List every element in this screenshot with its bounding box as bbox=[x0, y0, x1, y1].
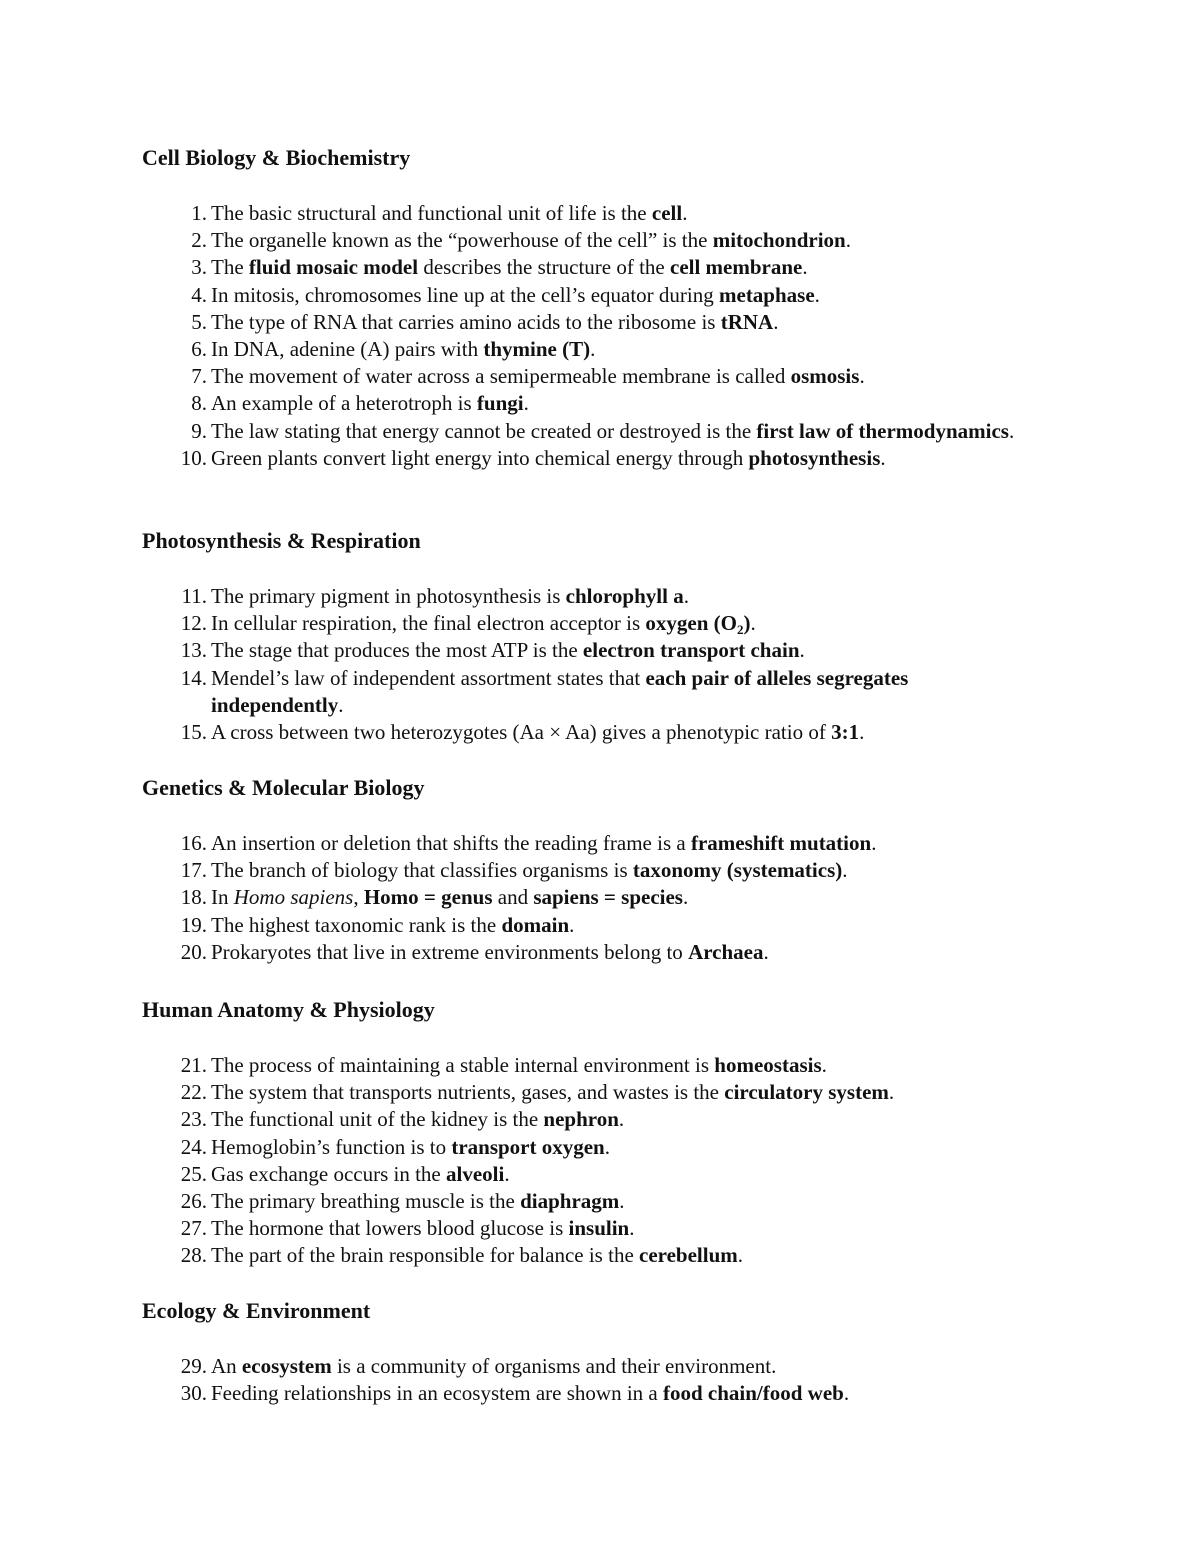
question-list bbox=[142, 1353, 1042, 1407]
text-fragment: . bbox=[750, 611, 756, 636]
item-text bbox=[211, 831, 876, 855]
answer-term: chlorophyll a bbox=[565, 584, 684, 608]
section-title: Photosynthesis & Respiration bbox=[142, 528, 421, 553]
item-text bbox=[211, 1189, 625, 1213]
question-item bbox=[142, 1353, 1042, 1380]
section-photosynthesis-respiration bbox=[142, 526, 1042, 746]
text-fragment: is a community of organisms and their environment. bbox=[331, 1354, 777, 1378]
text-fragment: The basic structural and functional unit of life is the bbox=[211, 201, 652, 225]
item-number: 11. bbox=[181, 584, 207, 608]
item-number: 6. bbox=[191, 337, 207, 362]
question-item bbox=[142, 445, 1042, 472]
question-item bbox=[142, 1106, 1042, 1133]
question-item bbox=[142, 418, 1042, 445]
text-fragment: Hemoglobin’s function is to bbox=[211, 1134, 452, 1159]
item-text bbox=[211, 1135, 610, 1159]
item-number: 20. bbox=[180, 939, 207, 964]
item-text bbox=[211, 1354, 776, 1378]
question-item bbox=[142, 637, 1042, 664]
item-number: 13. bbox=[180, 638, 207, 663]
question-item bbox=[142, 884, 1042, 911]
text-fragment: . bbox=[523, 391, 529, 416]
item-text bbox=[211, 1162, 510, 1186]
item-text bbox=[211, 419, 1014, 443]
question-item bbox=[142, 200, 1042, 227]
item-text bbox=[211, 638, 805, 662]
text-fragment: describes the structure of the bbox=[418, 255, 670, 280]
text-fragment: . bbox=[859, 364, 865, 389]
item-number: 17. bbox=[180, 858, 207, 883]
item-number: 24. bbox=[180, 1134, 207, 1159]
item-text bbox=[211, 228, 851, 252]
text-fragment: . bbox=[821, 1053, 827, 1077]
question-item bbox=[142, 1242, 1042, 1269]
text-fragment: An example of a heterotroph is bbox=[211, 391, 477, 416]
item-number: 28. bbox=[180, 1243, 207, 1268]
text-fragment: The branch of biology that classifies organisms is bbox=[211, 858, 633, 883]
answer-term: metaphase bbox=[719, 282, 815, 307]
answer-term: domain bbox=[501, 912, 570, 937]
answer-term: cerebellum bbox=[639, 1243, 738, 1268]
question-item bbox=[142, 1079, 1042, 1106]
item-text bbox=[211, 283, 820, 307]
question-list bbox=[142, 200, 1042, 472]
text-fragment: . bbox=[1008, 418, 1015, 443]
section-title: Ecology & Environment bbox=[142, 1298, 371, 1323]
text-fragment: . bbox=[802, 255, 808, 280]
answer-term: fungi bbox=[476, 391, 524, 416]
item-text bbox=[211, 446, 886, 470]
question-list bbox=[142, 830, 1042, 966]
item-number: 25. bbox=[180, 1161, 207, 1186]
text-fragment: . bbox=[845, 228, 851, 253]
question-item bbox=[142, 665, 1042, 719]
text-fragment: . bbox=[504, 1161, 510, 1186]
answer-term: cell bbox=[651, 201, 683, 225]
item-text bbox=[211, 201, 687, 225]
text-fragment: . bbox=[682, 885, 689, 910]
item-number: 3. bbox=[191, 255, 207, 280]
answer-term: first law of thermodynamics bbox=[756, 418, 1009, 443]
section-human-anatomy bbox=[142, 995, 1042, 1270]
text-fragment: . bbox=[569, 912, 575, 937]
text-fragment: In DNA, adenine (A) pairs with bbox=[211, 337, 484, 362]
question-item bbox=[142, 583, 1042, 610]
item-text bbox=[211, 858, 848, 882]
answer-term: each pair of alleles segregates independently bbox=[211, 665, 909, 717]
italic-term: Homo sapiens bbox=[233, 885, 354, 910]
text-fragment: The stage that produces the most ATP is the bbox=[211, 638, 583, 663]
answer-term: homeostasis bbox=[714, 1053, 822, 1077]
item-text bbox=[211, 337, 595, 361]
text-fragment: The movement of water across a semipermeable membrane is called bbox=[211, 364, 791, 389]
text-fragment: . bbox=[842, 858, 848, 883]
question-item bbox=[142, 1052, 1042, 1079]
text-fragment: Mendel’s law of independent assortment states that bbox=[211, 665, 646, 690]
item-number: 19. bbox=[180, 912, 207, 937]
text-fragment: Green plants convert light energy into chemical energy through bbox=[211, 445, 749, 470]
item-number: 15. bbox=[180, 720, 207, 745]
item-number: 4. bbox=[191, 282, 207, 307]
text-fragment: . bbox=[682, 201, 688, 225]
text-fragment: An insertion or deletion that shifts the reading frame is a bbox=[211, 831, 691, 855]
item-text bbox=[211, 1381, 849, 1405]
text-fragment: . bbox=[843, 1381, 850, 1406]
item-number: 27. bbox=[180, 1216, 207, 1241]
text-fragment: . bbox=[629, 1216, 635, 1241]
answer-term: tRNA bbox=[720, 309, 774, 334]
item-text bbox=[211, 364, 865, 388]
text-fragment: The law stating that energy cannot be created or destroyed is the bbox=[211, 418, 757, 443]
text-fragment: . bbox=[814, 282, 820, 307]
item-number: 21. bbox=[180, 1053, 207, 1077]
text-fragment: . bbox=[799, 638, 805, 663]
text-fragment: . bbox=[590, 337, 596, 362]
text-fragment: In cellular respiration, the final electron acceptor is bbox=[211, 611, 646, 636]
item-text bbox=[211, 391, 529, 415]
item-text bbox=[211, 940, 769, 964]
question-item bbox=[142, 1215, 1042, 1242]
text-fragment: Feeding relationships in an ecosystem are shown in a bbox=[211, 1381, 663, 1406]
answer-term: 2 bbox=[736, 622, 744, 638]
text-fragment: The primary breathing muscle is the bbox=[211, 1189, 521, 1214]
item-number: 26. bbox=[180, 1189, 207, 1214]
text-fragment: and bbox=[492, 885, 534, 910]
text-fragment: The process of maintaining a stable internal environment is bbox=[211, 1053, 715, 1077]
question-item bbox=[142, 254, 1042, 281]
question-item bbox=[142, 830, 1042, 857]
question-item bbox=[142, 939, 1042, 966]
answer-term: nephron bbox=[543, 1107, 619, 1132]
answer-term: 3:1 bbox=[831, 720, 860, 745]
text-fragment: . bbox=[338, 692, 344, 717]
text-fragment: The primary pigment in photosynthesis is bbox=[211, 584, 566, 608]
answer-term: transport oxygen bbox=[451, 1134, 605, 1159]
item-number: 12. bbox=[180, 611, 207, 636]
answer-term: food chain/food web bbox=[662, 1381, 844, 1406]
answer-term: sapiens = species bbox=[533, 885, 683, 910]
answer-term: alveoli bbox=[446, 1161, 505, 1186]
text-fragment: A cross between two heterozygotes (Aa × Aa) gives a phenotypic ratio of bbox=[211, 720, 832, 745]
question-item bbox=[142, 1161, 1042, 1188]
text-fragment: In mitosis, chromosomes line up at the cell’s equator during bbox=[211, 282, 719, 307]
question-item bbox=[142, 719, 1042, 746]
answer-term: ) bbox=[743, 611, 751, 636]
item-text bbox=[211, 611, 756, 638]
question-item bbox=[142, 1188, 1042, 1215]
question-item bbox=[142, 363, 1042, 390]
text-fragment: The bbox=[211, 255, 249, 280]
question-item bbox=[142, 309, 1042, 336]
answer-term: taxonomy (systematics) bbox=[632, 858, 843, 883]
item-text bbox=[211, 1216, 634, 1240]
text-fragment: , bbox=[353, 885, 364, 910]
answer-term: Archaea bbox=[688, 939, 764, 964]
text-fragment: The system that transports nutrients, gases, and wastes is the bbox=[211, 1080, 725, 1105]
item-number: 1. bbox=[191, 201, 207, 225]
answer-term: cell membrane bbox=[670, 255, 803, 280]
answer-term: circulatory system bbox=[724, 1080, 889, 1105]
item-text bbox=[211, 1107, 624, 1131]
text-fragment: . bbox=[619, 1189, 625, 1214]
question-item bbox=[142, 610, 1042, 637]
item-number: 23. bbox=[180, 1107, 207, 1132]
question-item bbox=[142, 336, 1042, 363]
text-fragment: . bbox=[871, 831, 877, 855]
text-fragment: In bbox=[211, 885, 234, 910]
item-number: 5. bbox=[191, 309, 207, 334]
item-text bbox=[211, 885, 688, 909]
text-fragment: . bbox=[773, 309, 779, 334]
answer-term: thymine (T) bbox=[483, 337, 591, 362]
item-text bbox=[211, 255, 808, 279]
question-item bbox=[142, 282, 1042, 309]
section-title: Human Anatomy & Physiology bbox=[142, 997, 435, 1022]
section-title: Cell Biology & Biochemistry bbox=[142, 145, 411, 170]
question-item bbox=[142, 227, 1042, 254]
question-item bbox=[142, 390, 1042, 417]
item-number: 7. bbox=[191, 364, 207, 389]
section-ecology-environment bbox=[142, 1296, 1042, 1407]
text-fragment: . bbox=[763, 939, 769, 964]
answer-term: Homo = genus bbox=[363, 885, 493, 910]
item-number: 29. bbox=[180, 1354, 207, 1378]
answer-term: fluid mosaic model bbox=[248, 255, 419, 280]
question-item bbox=[142, 912, 1042, 939]
text-fragment: . bbox=[737, 1243, 744, 1268]
text-fragment: Prokaryotes that live in extreme environments belong to bbox=[211, 939, 689, 964]
item-text bbox=[211, 1243, 743, 1267]
item-number: 16. bbox=[180, 831, 207, 855]
answer-term: photosynthesis bbox=[748, 445, 881, 470]
item-text bbox=[211, 310, 778, 334]
item-number: 8. bbox=[191, 391, 207, 416]
item-text bbox=[211, 913, 574, 937]
question-item bbox=[142, 857, 1042, 884]
item-number: 10. bbox=[180, 445, 207, 470]
answer-term: osmosis bbox=[790, 364, 860, 389]
text-fragment: The hormone that lowers blood glucose is bbox=[211, 1216, 569, 1241]
text-fragment: . bbox=[604, 1134, 610, 1159]
section-title: Genetics & Molecular Biology bbox=[142, 775, 425, 800]
item-number: 18. bbox=[180, 885, 207, 910]
item-number: 22. bbox=[180, 1080, 207, 1105]
text-fragment: The organelle known as the “powerhouse of the cell” is the bbox=[211, 228, 713, 253]
item-text bbox=[211, 584, 689, 608]
answer-term: insulin bbox=[568, 1216, 630, 1241]
answer-term: frameshift mutation bbox=[690, 831, 872, 855]
question-list bbox=[142, 1052, 1042, 1270]
section-genetics-molecular bbox=[142, 773, 1042, 966]
answer-term: mitochondrion bbox=[712, 228, 846, 253]
text-fragment: The part of the brain responsible for balance is the bbox=[211, 1243, 640, 1268]
question-item bbox=[142, 1134, 1042, 1161]
item-text bbox=[211, 1080, 894, 1104]
text-fragment: The type of RNA that carries amino acids to the ribosome is bbox=[211, 309, 721, 334]
text-fragment: Gas exchange occurs in the bbox=[211, 1161, 446, 1186]
item-text bbox=[211, 666, 908, 717]
item-text bbox=[211, 720, 864, 744]
text-fragment: . bbox=[859, 720, 865, 745]
answer-term: oxygen (O bbox=[645, 611, 737, 636]
section-cell-biology bbox=[142, 143, 1042, 472]
item-text bbox=[211, 1053, 827, 1077]
text-fragment: . bbox=[618, 1107, 625, 1132]
text-fragment: The functional unit of the kidney is the bbox=[211, 1107, 544, 1132]
item-number: 9. bbox=[191, 418, 207, 443]
item-number: 2. bbox=[191, 228, 207, 253]
answer-term: diaphragm bbox=[520, 1189, 620, 1214]
text-fragment: . bbox=[888, 1080, 895, 1105]
text-fragment: The highest taxonomic rank is the bbox=[211, 912, 502, 937]
text-fragment: . bbox=[683, 584, 689, 608]
item-number: 30. bbox=[180, 1381, 207, 1406]
text-fragment: . bbox=[880, 445, 886, 470]
question-item bbox=[142, 1380, 1042, 1407]
answer-term: electron transport chain bbox=[582, 638, 800, 663]
item-number: 14. bbox=[180, 665, 207, 690]
answer-term: ecosystem bbox=[241, 1354, 332, 1378]
question-list bbox=[142, 583, 1042, 746]
text-fragment: An bbox=[211, 1354, 242, 1378]
